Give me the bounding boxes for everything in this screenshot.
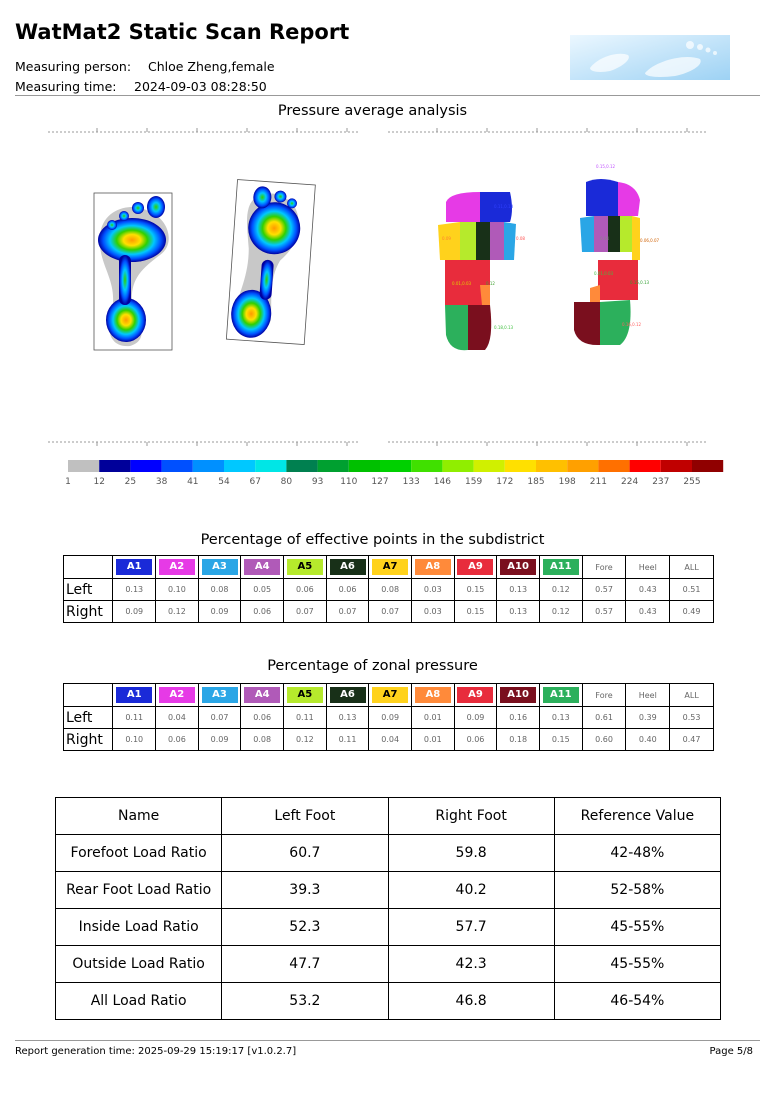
right-foot-heatmap <box>226 180 315 345</box>
scale-swatch <box>162 460 193 472</box>
table-row <box>64 601 714 623</box>
zone-badge: A1 <box>116 559 152 575</box>
value-cell: 0.57 <box>582 601 626 623</box>
value-cell: 0.09 <box>113 601 156 623</box>
scale-tick-label: 198 <box>558 477 576 487</box>
scale-tick-label: 159 <box>465 477 483 487</box>
value-cell: 0.09 <box>369 707 412 729</box>
zone-badge: A3 <box>202 559 238 575</box>
left-foot-heatmap <box>94 193 172 350</box>
value-cell: 0.01 <box>411 707 454 729</box>
summary-header: Heel <box>626 556 670 579</box>
value-cell: 0.18 <box>497 729 540 751</box>
scale-tick-label: 185 <box>527 477 545 487</box>
zone-value-label: 0.09 <box>442 236 451 241</box>
zone-value-label: 0.01,0.03 <box>594 271 614 276</box>
value-cell: 0.10 <box>156 579 199 601</box>
pressure-section-title: Pressure average analysis <box>277 103 468 119</box>
value-cell: 0.13 <box>326 707 369 729</box>
value-cell: 0.06 <box>326 579 369 601</box>
value-cell: 0.05 <box>241 579 284 601</box>
column-header: Left Foot <box>222 798 388 835</box>
table-header-row <box>56 798 721 835</box>
zone-badge: A11 <box>543 559 579 575</box>
zone-badge: A10 <box>500 559 536 575</box>
effective-points-title: Percentage of effective points in the subdistrict <box>200 532 545 548</box>
value-cell: 0.11 <box>326 729 369 751</box>
value-cell: 0.09 <box>454 707 497 729</box>
zone-header <box>369 684 412 707</box>
zone-header <box>326 684 369 707</box>
zone-header <box>241 684 284 707</box>
left-foot-value: 47.7 <box>222 946 388 983</box>
row-label: Left <box>64 707 113 729</box>
zone-badge: A7 <box>372 687 408 703</box>
value-cell: 0.07 <box>198 707 241 729</box>
value-cell: 0.06 <box>156 729 199 751</box>
value-cell: 0.01 <box>411 729 454 751</box>
table-row <box>56 872 721 909</box>
scale-tick-label: 93 <box>311 477 324 487</box>
zone-header <box>497 556 540 579</box>
row-label: Right <box>64 601 113 623</box>
table-row <box>56 835 721 872</box>
scale-swatch <box>505 460 536 472</box>
value-cell: 0.08 <box>198 579 241 601</box>
zone-badge: A2 <box>159 559 195 575</box>
scale-swatch <box>318 460 349 472</box>
scale-swatch <box>411 460 442 472</box>
scale-swatch <box>99 460 130 472</box>
zone-header <box>326 556 369 579</box>
value-cell: 0.06 <box>241 707 284 729</box>
page-number: Page 5/8 <box>709 1046 753 1057</box>
value-cell: 0.16 <box>497 707 540 729</box>
scale-tick-label: 255 <box>683 477 701 487</box>
value-cell: 0.61 <box>582 707 626 729</box>
scale-tick-label: 211 <box>589 477 607 487</box>
row-label: Right <box>64 729 113 751</box>
scale-tick-label: 127 <box>371 477 389 487</box>
scale-swatch <box>286 460 317 472</box>
left-foot-value: 53.2 <box>222 983 388 1020</box>
value-cell: 0.60 <box>582 729 626 751</box>
scale-tick-label: 172 <box>496 477 514 487</box>
scale-swatch <box>442 460 473 472</box>
left-foot-value: 52.3 <box>222 909 388 946</box>
value-cell: 0.43 <box>626 579 670 601</box>
scale-swatch <box>130 460 161 472</box>
zone-value-label: 0.16,0.12 <box>622 322 642 327</box>
zone-badge: A8 <box>415 687 451 703</box>
table-row <box>64 707 714 729</box>
value-cell: 0.06 <box>454 729 497 751</box>
summary-header: Heel <box>626 684 670 707</box>
scale-swatch <box>692 460 723 472</box>
value-cell: 0.09 <box>198 601 241 623</box>
row-name: Outside Load Ratio <box>56 946 222 983</box>
summary-header: Fore <box>582 556 626 579</box>
value-cell: 0.53 <box>670 707 714 729</box>
value-cell: 0.04 <box>369 729 412 751</box>
zone-header <box>113 684 156 707</box>
value-cell: 0.57 <box>582 579 626 601</box>
value-cell: 0.13 <box>113 579 156 601</box>
row-name: All Load Ratio <box>56 983 222 1020</box>
zone-header <box>454 684 497 707</box>
value-cell: 0.13 <box>539 707 582 729</box>
row-name: Forefoot Load Ratio <box>56 835 222 872</box>
zone-badge: A3 <box>202 687 238 703</box>
header-divider <box>15 95 760 96</box>
scale-swatch <box>630 460 661 472</box>
scale-swatch <box>193 460 224 472</box>
right-foot-zone-map <box>574 179 640 345</box>
scale-tick-label: 12 <box>93 477 105 487</box>
zone-badge: A4 <box>244 559 280 575</box>
table-row <box>56 909 721 946</box>
zone-value-label: 0.18,0.13 <box>494 325 514 330</box>
summary-header: Fore <box>582 684 626 707</box>
right-foot-value: 46.8 <box>388 983 554 1020</box>
zone-badge: A5 <box>287 559 323 575</box>
zone-badge: A5 <box>287 687 323 703</box>
zone-header <box>156 684 199 707</box>
zone-value-label: 0.12 <box>486 281 495 286</box>
effective-points-table <box>63 555 714 623</box>
zone-badge: A6 <box>330 687 366 703</box>
value-cell: 0.49 <box>670 601 714 623</box>
right-foot-value: 42.3 <box>388 946 554 983</box>
corner-cell <box>64 684 113 707</box>
row-name: Inside Load Ratio <box>56 909 222 946</box>
zone-badge: A9 <box>457 559 493 575</box>
scale-swatch <box>68 460 99 472</box>
zone-value-label: 0.15,0.12 <box>596 164 616 169</box>
scale-tick-label: 67 <box>249 477 261 487</box>
scale-tick-label: 1 <box>65 477 71 487</box>
zone-value-label: 0.15,0.13 <box>630 280 650 285</box>
zone-badge: A10 <box>500 687 536 703</box>
scale-tick-label: 54 <box>218 477 230 487</box>
zone-value-label: 0.08 <box>516 236 525 241</box>
zone-header <box>369 556 412 579</box>
zone-badge: A7 <box>372 559 408 575</box>
scale-tick-label: 146 <box>433 477 451 487</box>
zone-value-label: 0.04 <box>600 236 609 241</box>
value-cell: 0.12 <box>539 579 582 601</box>
value-cell: 0.12 <box>539 601 582 623</box>
value-cell: 0.13 <box>497 579 540 601</box>
left-foot-value: 39.3 <box>222 872 388 909</box>
scale-tick-label: 237 <box>652 477 670 487</box>
zonal-pressure-table <box>63 683 714 751</box>
table-row <box>64 729 714 751</box>
scale-tick-label: 224 <box>621 477 639 487</box>
zone-badge: A2 <box>159 687 195 703</box>
value-cell: 0.15 <box>454 579 497 601</box>
zone-header <box>241 556 284 579</box>
zone-header <box>539 684 582 707</box>
value-cell: 0.03 <box>411 579 454 601</box>
zone-badge: A9 <box>457 687 493 703</box>
zonal-pressure-title: Percentage of zonal pressure <box>267 658 478 674</box>
zone-header <box>284 684 327 707</box>
scale-tick-label: 80 <box>280 477 293 487</box>
scale-swatch <box>349 460 380 472</box>
left-foot-value: 60.7 <box>222 835 388 872</box>
zone-header <box>454 556 497 579</box>
right-foot-value: 57.7 <box>388 909 554 946</box>
row-label: Left <box>64 579 113 601</box>
zone-header <box>497 684 540 707</box>
zone-badge: A6 <box>330 559 366 575</box>
zone-badge: A8 <box>415 559 451 575</box>
value-cell: 0.06 <box>284 579 327 601</box>
value-cell: 0.47 <box>670 729 714 751</box>
scale-tick-label: 25 <box>124 477 137 487</box>
reference-value: 45-55% <box>554 946 720 983</box>
value-cell: 0.15 <box>454 601 497 623</box>
load-ratio-table <box>55 797 721 1020</box>
measuring-person-label: Measuring person: <box>15 59 132 74</box>
value-cell: 0.10 <box>113 729 156 751</box>
zone-header <box>198 684 241 707</box>
scale-swatch <box>380 460 411 472</box>
footprint-logo <box>570 35 730 80</box>
value-cell: 0.03 <box>411 601 454 623</box>
table-row <box>56 946 721 983</box>
value-cell: 0.07 <box>326 601 369 623</box>
report-generation-time: Report generation time: 2025-09-29 15:19:17 [v1.0.2.7] <box>15 1046 297 1057</box>
zone-header <box>539 556 582 579</box>
value-cell: 0.08 <box>241 729 284 751</box>
reference-value: 52-58% <box>554 872 720 909</box>
column-header: Right Foot <box>388 798 554 835</box>
scale-tick-label: 38 <box>155 477 168 487</box>
zone-badge: A1 <box>116 687 152 703</box>
table-header-row <box>64 556 714 579</box>
value-cell: 0.07 <box>369 601 412 623</box>
zone-header <box>198 556 241 579</box>
measuring-time-label: Measuring time: <box>15 79 117 94</box>
scale-swatch <box>567 460 598 472</box>
reference-value: 46-54% <box>554 983 720 1020</box>
value-cell: 0.40 <box>626 729 670 751</box>
value-cell: 0.12 <box>284 729 327 751</box>
zone-value-label: 0.01,0.03 <box>452 281 472 286</box>
table-header-row <box>64 684 714 707</box>
reference-value: 45-55% <box>554 909 720 946</box>
value-cell: 0.13 <box>497 601 540 623</box>
footer-divider <box>15 1040 760 1041</box>
top-ruler <box>48 128 708 132</box>
scale-swatch <box>598 460 629 472</box>
foot-pressure-maps <box>0 120 775 455</box>
zone-value-label: 0.06,0.07 <box>640 238 660 243</box>
value-cell: 0.09 <box>198 729 241 751</box>
pressure-color-scale <box>60 458 725 488</box>
zone-badge: A4 <box>244 687 280 703</box>
value-cell: 0.43 <box>626 601 670 623</box>
zone-header <box>113 556 156 579</box>
row-name: Rear Foot Load Ratio <box>56 872 222 909</box>
zone-header <box>411 556 454 579</box>
value-cell: 0.12 <box>156 601 199 623</box>
measuring-person-value: Chloe Zheng,female <box>148 59 275 74</box>
reference-value: 42-48% <box>554 835 720 872</box>
value-cell: 0.08 <box>369 579 412 601</box>
zone-header <box>411 684 454 707</box>
scale-swatch <box>224 460 255 472</box>
scale-tick-label: 41 <box>187 477 199 487</box>
zone-badge: A11 <box>543 687 579 703</box>
table-row <box>64 579 714 601</box>
corner-cell <box>64 556 113 579</box>
column-header: Name <box>56 798 222 835</box>
scale-swatch <box>474 460 505 472</box>
right-foot-value: 40.2 <box>388 872 554 909</box>
scale-swatch <box>661 460 692 472</box>
summary-header: ALL <box>670 556 714 579</box>
value-cell: 0.04 <box>156 707 199 729</box>
value-cell: 0.07 <box>284 601 327 623</box>
right-foot-value: 59.8 <box>388 835 554 872</box>
value-cell: 0.11 <box>284 707 327 729</box>
column-header: Reference Value <box>554 798 720 835</box>
value-cell: 0.15 <box>539 729 582 751</box>
scale-swatch <box>536 460 567 472</box>
scale-swatch <box>255 460 286 472</box>
value-cell: 0.39 <box>626 707 670 729</box>
zone-header <box>284 556 327 579</box>
report-title: WatMat2 Static Scan Report <box>15 20 350 44</box>
scale-tick-label: 110 <box>340 477 358 487</box>
zone-value-label: 0.11,0.13 <box>494 204 514 209</box>
measuring-time-value: 2024-09-03 08:28:50 <box>134 79 267 94</box>
value-cell: 0.51 <box>670 579 714 601</box>
bottom-ruler <box>48 442 708 446</box>
value-cell: 0.06 <box>241 601 284 623</box>
summary-header: ALL <box>670 684 714 707</box>
zone-header <box>156 556 199 579</box>
value-cell: 0.11 <box>113 707 156 729</box>
table-row <box>56 983 721 1020</box>
scale-tick-label: 133 <box>402 477 420 487</box>
